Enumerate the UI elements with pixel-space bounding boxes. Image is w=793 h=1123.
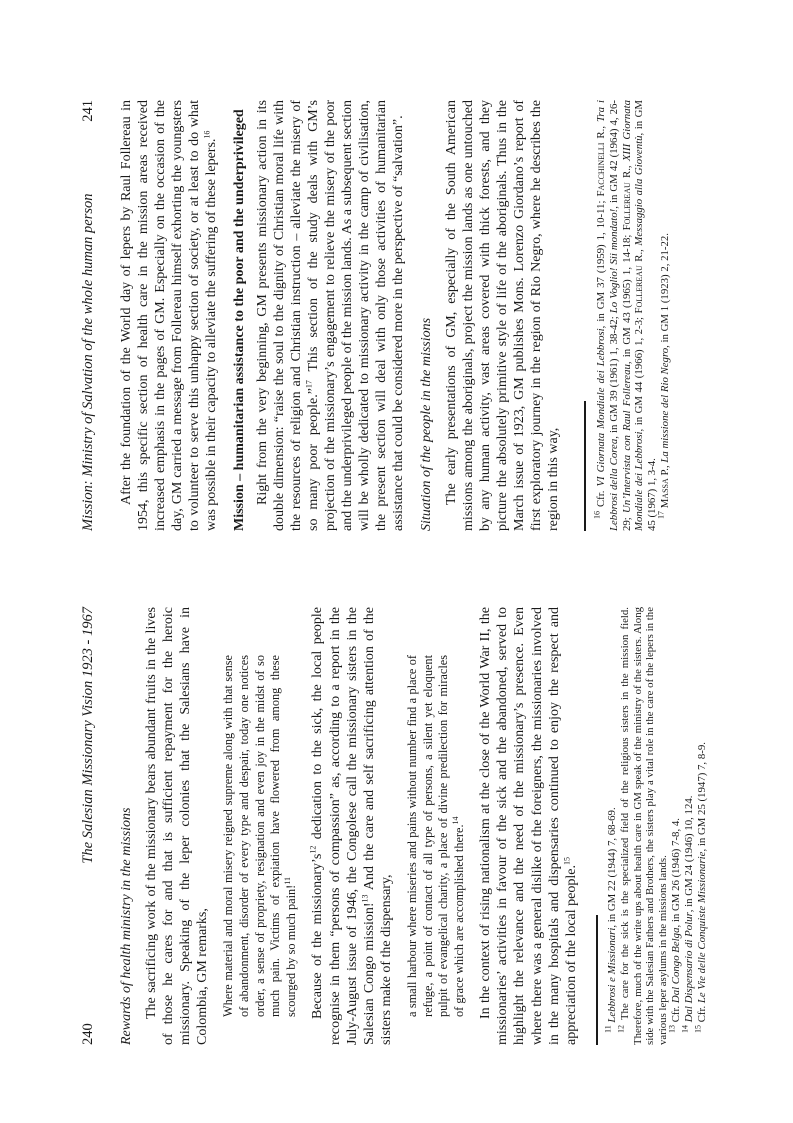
footnote-author: Massa xyxy=(658,478,671,509)
footnote-text: , in GM 45 (1967) 1, 3-4. xyxy=(633,100,659,531)
footnote-text: , in GM 39 (1961) 1, 38-42; xyxy=(607,313,620,439)
footnote-number: 12 xyxy=(616,1025,626,1033)
footnote-title: Un’Intervista con Raul Follereau xyxy=(620,364,633,513)
footnote-text: , in GM 42 (1964) 4, 26- 29; xyxy=(607,100,633,531)
footnote-title: XIII Giornata Mondiale dei Lebbrosi xyxy=(620,100,646,531)
block-quote xyxy=(405,655,467,1017)
footnote-title: Le Vie delle Conquiste Missionarie xyxy=(695,851,708,1004)
section-heading: Situation of the people in the missions xyxy=(418,317,434,531)
footnote-title: Lo Voglio! Sii mondato! xyxy=(607,208,620,314)
footnote-title: Tra i Lebbrosi della Corea xyxy=(595,100,620,531)
footnote-title: Lebbrosi e Missionari xyxy=(606,927,618,1023)
footnotes xyxy=(592,100,672,531)
footnote-number: 14 xyxy=(680,1025,690,1033)
footnote xyxy=(680,607,696,1045)
paragraph xyxy=(118,100,221,531)
footnote-author: Follereau xyxy=(633,265,646,314)
text-run: dedication to the sick, the local people recognise in them “persons of compassion” as, according to a report in the July-August issue of 1946, the Congolese call the missionary sisters in the Salesian Congo mission! xyxy=(310,606,377,1045)
footnote-text: , in GM 1 (1923) 2, 21-22. xyxy=(658,233,671,348)
footnote-ref: 16 xyxy=(202,130,212,139)
body-text xyxy=(118,100,562,531)
page-number: 240 xyxy=(80,1023,96,1045)
footnote-ref: 14 xyxy=(450,816,460,825)
footnote-number: 15 xyxy=(692,1025,702,1033)
footnote xyxy=(603,607,619,1045)
footnote-text: R., xyxy=(595,122,607,143)
footnote-text: , in GM 37 (1959) 1, 10-11; xyxy=(595,196,607,329)
footnote-text: , in GM 43 (1965) 1, 14-18; xyxy=(620,230,633,365)
footnote-text: , in GM 26 (1946) 7-8, 4. xyxy=(669,818,682,928)
footnote-author: Follereau xyxy=(620,182,633,231)
section-heading: Rewards of health ministry in the missions xyxy=(119,807,134,1045)
page-number: 241 xyxy=(80,100,96,122)
footnote-number: 13 xyxy=(667,1025,677,1033)
text-run: After the foundation of the World day of lepers by Raul Follereau in 1954, this specific section of health care in the mission areas received increased emphasis in the pages of GM. Especially on the occasion of the day, GM carried a message from Follereau himself exhorting the youngsters to volunteer to serve this unhappy section of society, or at least to do what was possible in their capacity to alleviate the suffering of these lepers. xyxy=(119,100,220,531)
footnote-text: Cfr. xyxy=(595,486,607,511)
paragraph: The early presentations of GM, especially of the South American missions among the aboriginals, project the mission lands as one untouched by any human activity, vast areas covered with thick forests, and they picture the absolutely primitive style of life of the aboriginals. Thus in the March issue of 1923, GM publishes Mons. Lorenzo Giordano’s report of first exploratory journey in the region of Rio Negro, where he describes the region in this way, xyxy=(443,100,562,531)
left-page xyxy=(0,562,793,1123)
paragraph xyxy=(309,607,394,1045)
footnote-text: Cfr. xyxy=(669,1003,682,1025)
footnote-title: La missione del Rio Negro xyxy=(658,347,671,463)
footnote xyxy=(667,607,683,1045)
text-run: Right from the very beginning, GM presents missionary action in its double dimension: “raise the soul to the dignity of Christian moral life with the resources of religion and Christian instruction – alleviate the misery of so many poor people.” xyxy=(254,100,321,531)
footnotes xyxy=(603,607,708,1045)
text-run: This section of the study deals with GM’s projection of the missionary’s engagement to relieve the misery of the poor and the underprivileged people of the mission lands. As a subsequent section will be wholly dedicated to missionary activity in the camp of civilisation, the present section will deal with only those activities of humanitarian assistance that could be considered more in the perspective of “salvation”. xyxy=(305,100,407,531)
running-title: The Salesian Missionary Vision 1923 - 1967 xyxy=(80,607,96,864)
footnote-text: R., xyxy=(633,245,646,266)
quote-text: Where material and moral misery reigned supreme along with that sense of abandonment, disorder of every type and despair, today one notices order, a sense of propriety, resignation and even joy in the midst of so much pain. Victims of expiation have flowered from among these scourged by so much pain! xyxy=(221,655,298,1017)
footnote-number: 16 xyxy=(592,511,602,519)
footnote-text: , in GM 22 (1944) 7, 68-69. xyxy=(606,807,618,928)
footnote-title: VI Giornata Mondiale dei Lebbrosi xyxy=(595,328,607,487)
footnote-rule xyxy=(584,401,586,531)
footnote-text: P., xyxy=(658,462,671,479)
footnote-text: R., xyxy=(620,161,633,183)
right-page xyxy=(0,1,793,562)
footnote-title: Dal Dispensario di Polur xyxy=(682,912,695,1023)
footnote-ref: 13 xyxy=(360,894,370,903)
footnote-rule xyxy=(596,915,598,1045)
text-run: In the context of rising nationalism at the close of the World War II, the missionaries’ activities in favour of the sick and the abandoned, served to highlight the relevance and the need of the missionary’s presence. Even where there was a general dislike of the foreigners, the missionaries involved in the many hospitals and dispensaries continued to enjoy the respect and appreciation of the local people. xyxy=(478,607,579,1045)
footnote xyxy=(656,100,672,531)
footnote-text: Cfr. xyxy=(695,1003,708,1025)
footnote-ref: 17 xyxy=(304,380,314,389)
paragraph xyxy=(254,100,408,531)
footnote-ref: 15 xyxy=(562,857,572,866)
footnote-ref: 11 xyxy=(282,877,292,885)
footnote xyxy=(592,100,659,531)
footnote-title: Dal Congo Belga xyxy=(669,927,682,1004)
paragraph xyxy=(477,607,580,1045)
footnote-ref: 12 xyxy=(308,845,318,854)
paragraph: The sacrificing work of the missionary bears abundant fruits in the lives of those he cares for and that is sufficient repayment for the heroic missionary. Speaking of the leper colonies that the Salesians have in Colombia, GM remarks, xyxy=(144,607,211,1045)
footnote-author: Facchinelli xyxy=(595,142,607,197)
footnote-text: , in GM 44 (1966) 1, 2-3; xyxy=(633,313,646,432)
footnote-text: , in GM 24 (1946) 10, 124. xyxy=(682,795,695,913)
section-heading-bold: Mission – humanitarian assistance to the poor and the underprivileged xyxy=(231,109,247,531)
block-quote xyxy=(221,655,299,1017)
footnote xyxy=(616,607,670,1045)
footnote-title: Messaggio alla Gioventù xyxy=(633,135,646,246)
footnote-number: 11 xyxy=(603,1025,613,1033)
text-run: And the care and self sacrificing attention of the sisters make of the dispensary, xyxy=(361,607,394,1045)
running-title: Mission: Ministry of Salvation of the whole human person xyxy=(80,193,96,531)
footnote-number: 17 xyxy=(656,511,666,519)
body-text xyxy=(118,607,580,1045)
footnote xyxy=(692,607,709,1045)
footnote-text: The care for the sick is the specialized field of the religious sisters in the mission field. Therefore, much of the write ups about health care in GM speak of the ministry of the sisters. Along side with the Salesian Fathers and Brothers, the sisters play a vital role in the care of the lepers in the various leper asylums in the missions lands. xyxy=(618,607,670,1045)
footnote-text: , in GM 25 (1947) 7, 8-9. xyxy=(695,742,708,852)
text-run: Because of the missionary’s xyxy=(310,853,326,1019)
quote-text: a small harbour where miseries and pains without number find a place of refuge, a point of contact of all type of persons, a silent yet eloquent pulpit of evangelical charity, a place of divine predilection for miracles of grace which are accomplished there. xyxy=(404,655,466,1017)
